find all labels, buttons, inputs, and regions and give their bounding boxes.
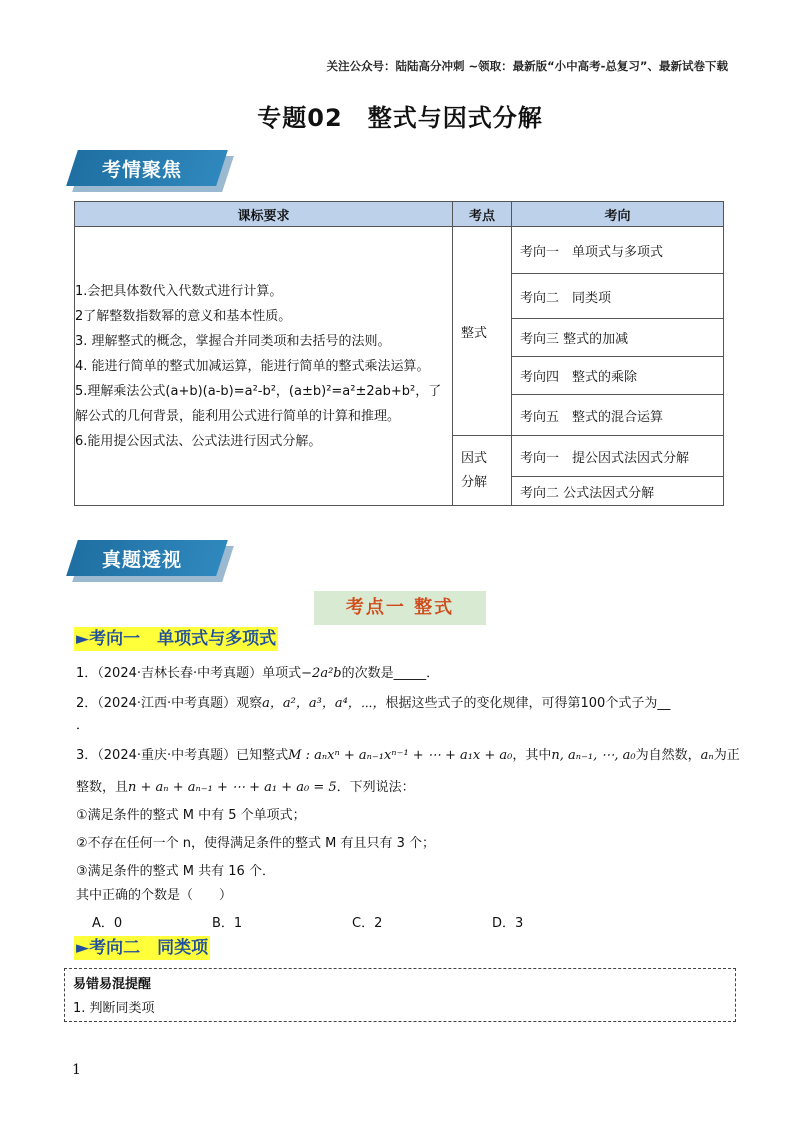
direction-item: 考向三 整式的加减 <box>512 319 724 357</box>
kaodian-box: 考点一 整式 <box>314 591 486 625</box>
question-text: 根据这些式子的变化规律，可得第100个式子为 <box>385 696 658 711</box>
statement-2: ②不存在任何一个 n，使得满足条件的整式 M 有且只有 3 个； <box>76 836 436 851</box>
page-number: 1 <box>72 1062 81 1078</box>
direction-item: 考向一 单项式与多项式 <box>512 227 724 274</box>
answer-blank: _____ <box>393 666 427 681</box>
direction-item: 考向一 提公因式法因式分解 <box>512 436 724 477</box>
option-b: B．1 <box>212 916 243 931</box>
tips-item: 1. 判断同类项 <box>73 1001 155 1016</box>
question-source: （2024·江西·中考真题） <box>97 696 237 711</box>
question-text: ． <box>426 666 440 681</box>
header-kaodian: 考点 <box>453 202 512 227</box>
statement-1: ①满足条件的整式 M 中有 5 个单项式； <box>76 808 306 823</box>
math-expression: a，a²，a³，a⁴，⋯， <box>262 696 386 711</box>
math-expression: n, aₙ₋₁, ⋯, a₀ <box>551 748 636 763</box>
section-banner-kaoqing <box>72 150 228 192</box>
direction-item: 考向二 公式法因式分解 <box>512 477 724 506</box>
math-expression: M : aₙxⁿ + aₙ₋₁xⁿ⁻¹ + ⋯ + a₁x + a₀ <box>288 748 513 763</box>
question-3 <box>76 746 740 766</box>
question-text: 整数，且 <box>76 780 129 795</box>
requirement-item: 1.会把具体数代入代数式进行计算。 <box>75 283 283 299</box>
question-text: 为自然数， <box>635 748 701 763</box>
math-expression: aₙ <box>700 748 714 763</box>
direction-item: 考向五 整式的混合运算 <box>512 395 724 436</box>
question-text: 已知整式 <box>236 748 289 763</box>
requirement-item: 2了解整数指数幂的意义和基本性质。 <box>75 308 292 324</box>
curriculum-table <box>74 201 724 506</box>
math-expression: −2a²b <box>301 666 342 681</box>
direction-heading-1: ►考向一 单项式与多项式 <box>76 629 277 649</box>
question-number: 1． <box>76 666 98 681</box>
page-title: 专题02 整式与因式分解 <box>257 104 543 132</box>
question-text: 单项式 <box>262 666 302 681</box>
question-text: 的次数是 <box>341 666 394 681</box>
option-c: C．2 <box>352 916 383 931</box>
tips-heading: 易错易混提醒 <box>73 977 152 992</box>
option-d: D．3 <box>492 916 524 931</box>
question-ask: 其中正确的个数是（ ） <box>76 888 233 903</box>
direction-item: 考向四 整式的乘除 <box>512 357 724 395</box>
question-number: 3． <box>76 748 98 763</box>
header-notice: 关注公众号：陆陆高分冲刺 ~领取：最新版“小中高考-总复习”、最新试卷下载 <box>326 59 728 73</box>
question-text: 观察 <box>236 696 263 711</box>
statement-3: ③满足条件的整式 M 共有 16 个． <box>76 864 275 879</box>
question-1 <box>76 664 439 684</box>
direction-heading-2: ►考向二 同类项 <box>76 938 209 958</box>
question-text: ，其中 <box>512 748 552 763</box>
math-expression: n + aₙ + aₙ₋₁ + ⋯ + a₁ + a₀ = 5 <box>128 780 337 795</box>
question-3-line2 <box>76 778 415 798</box>
kaodian-zhengshi: 整式 <box>453 227 512 436</box>
section-banner-zhenti <box>72 540 228 582</box>
header-direction: 考向 <box>512 202 724 227</box>
question-number: 2． <box>76 696 98 711</box>
question-text: 为正 <box>713 748 740 763</box>
header-requirements: 课标要求 <box>75 202 453 227</box>
requirement-item: 4. 能进行简单的整式加减运算，能进行简单的整式乘法运算。 <box>75 358 430 374</box>
tips-box <box>64 968 736 1022</box>
requirements-cell <box>75 227 453 506</box>
question-source: （2024·吉林长春·中考真题） <box>97 666 263 681</box>
banner-label: 考情聚焦 <box>102 159 183 181</box>
kaodian-yinshi: 因式分解 <box>453 436 512 506</box>
direction-item: 考向二 同类项 <box>512 274 724 319</box>
option-a: A．0 <box>92 916 123 931</box>
requirement-item: 6.能用提公因式法、公式法进行因式分解。 <box>75 433 322 449</box>
banner-label: 真题透视 <box>102 549 183 571</box>
question-2-end: ． <box>76 718 90 733</box>
requirement-item: 5.理解乘法公式(a+b)(a-b)=a²-b²，(a±b)²=a²±2ab+b²，了解公式的几何背景，能利用公式进行简单的计算和推理。 <box>75 383 442 424</box>
question-source: （2024·重庆·中考真题） <box>97 748 237 763</box>
requirement-item: 3. 理解整式的概念，掌握合并同类项和去括号的法则。 <box>75 333 391 349</box>
question-2 <box>76 694 670 714</box>
answer-blank: __ <box>657 696 671 711</box>
question-text: ．下列说法： <box>336 780 415 795</box>
